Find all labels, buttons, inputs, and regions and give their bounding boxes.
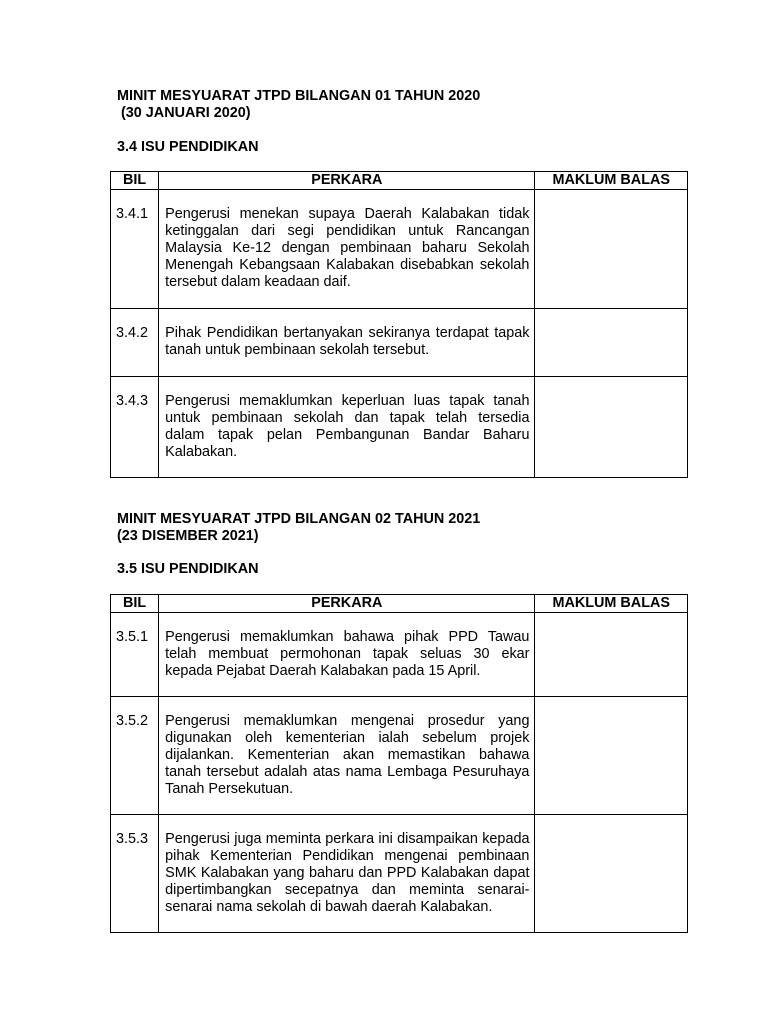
header-perkara: PERKARA: [159, 595, 535, 613]
row-maklum-balas: [535, 815, 688, 933]
minutes-title-1: MINIT MESYUARAT JTPD BILANGAN 01 TAHUN 2020: [117, 88, 481, 104]
section-subtitle-1: 3.4 ISU PENDIDIKAN: [117, 139, 259, 155]
minutes-table-1: [110, 171, 688, 478]
row-perkara: Pengerusi memaklumkan keperluan luas tapak tanah untuk pembinaan sekolah dan tapak telah tersedia dalam tapak pelan Pembangunan Bandar Baharu Kalabakan.: [159, 377, 535, 478]
row-maklum-balas: [535, 613, 688, 697]
minutes-date-2: (23 DISEMBER 2021): [117, 528, 259, 544]
row-maklum-balas: [535, 309, 688, 377]
header-bil: BIL: [111, 172, 159, 190]
table-header-row: [111, 595, 688, 613]
row-perkara: Pengerusi memaklumkan bahawa pihak PPD Tawau telah membuat permohonan tapak seluas 30 ekar kepada Pejabat Daerah Kalabakan pada 15 April.: [159, 613, 535, 697]
table-row: [111, 309, 688, 377]
section-subtitle-2: 3.5 ISU PENDIDIKAN: [117, 561, 259, 577]
row-bil: 3.4.3: [111, 377, 159, 478]
table-row: [111, 377, 688, 478]
row-maklum-balas: [535, 377, 688, 478]
row-perkara: Pengerusi memaklumkan mengenai prosedur yang digunakan oleh kementerian ialah sebelum projek dijalankan. Kementerian akan memastikan bahawa tanah tersebut adalah atas nama Lembaga Pesuruhaya Tanah Persekutuan.: [159, 697, 535, 815]
row-bil: 3.5.2: [111, 697, 159, 815]
row-maklum-balas: [535, 190, 688, 309]
minutes-date-1: (30 JANUARI 2020): [117, 105, 251, 121]
table-row: [111, 613, 688, 697]
header-maklum-balas: MAKLUM BALAS: [535, 172, 688, 190]
row-bil: 3.4.1: [111, 190, 159, 309]
minutes-title-2: MINIT MESYUARAT JTPD BILANGAN 02 TAHUN 2021: [117, 511, 481, 527]
row-bil: 3.5.1: [111, 613, 159, 697]
row-perkara: Pihak Pendidikan bertanyakan sekiranya terdapat tapak tanah untuk pembinaan sekolah tersebut.: [159, 309, 535, 377]
header-bil: BIL: [111, 595, 159, 613]
table-header-row: [111, 172, 688, 190]
table-row: [111, 815, 688, 933]
table-row: [111, 697, 688, 815]
row-maklum-balas: [535, 697, 688, 815]
row-bil: 3.4.2: [111, 309, 159, 377]
row-bil: 3.5.3: [111, 815, 159, 933]
table-row: [111, 190, 688, 309]
header-perkara: PERKARA: [159, 172, 535, 190]
row-perkara: Pengerusi juga meminta perkara ini disampaikan kepada pihak Kementerian Pendidikan mengenai pembinaan SMK Kalabakan yang baharu dan PPD Kalabakan dapat dipertimbangkan secepatnya dan meminta senarai-senarai nama sekolah di bawah daerah Kalabakan.: [159, 815, 535, 933]
header-maklum-balas: MAKLUM BALAS: [535, 595, 688, 613]
minutes-table-2: [110, 594, 688, 933]
row-perkara: Pengerusi menekan supaya Daerah Kalabakan tidak ketinggalan dari segi pendidikan untuk Rancangan Malaysia Ke-12 dengan pembinaan baharu Sekolah Menengah Kebangsaan Kalabakan disebabkan sekolah tersebut dalam keadaan daif.: [159, 190, 535, 309]
